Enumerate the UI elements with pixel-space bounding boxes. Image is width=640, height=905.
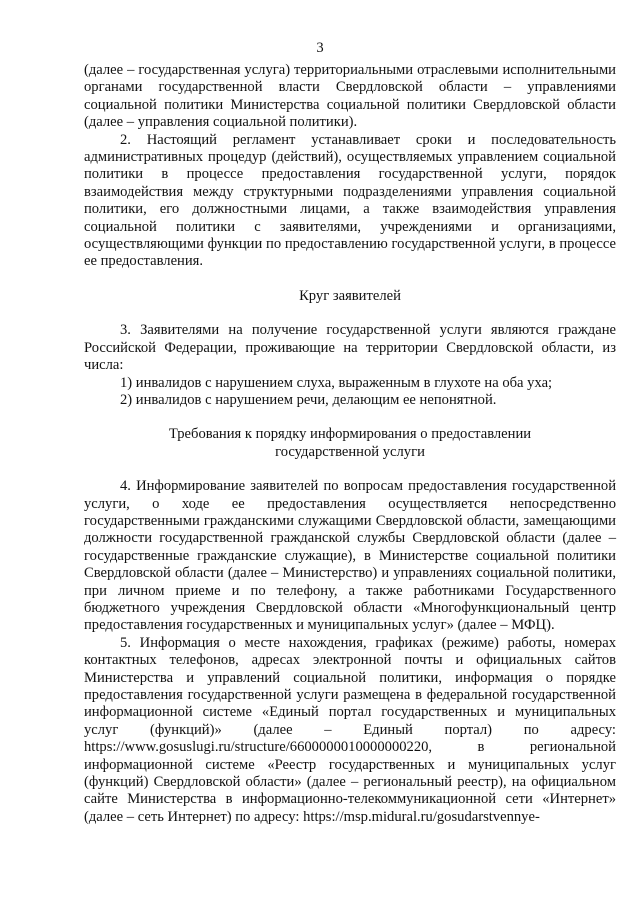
paragraph-intro: (далее – государственная услуга) территориальными отраслевыми исполнительными органами государственной власти Свердловской области – управлениями социальной политики Министерства социальной политики Свердловской области (далее – управления социальной политики).: [84, 62, 616, 131]
paragraph-5: 5. Информация о месте нахождения, графиках (режиме) работы, номерах контактных телефонов, адресах электронной почты и официальных сайтов Министерства и управлений социальной политики, информация о порядке предоставления государственной услуги размещена в федеральной государственной информационной системе «Единый портал государственных и муниципальных услуг (функций)» (далее – Единый портал) по адресу: https://www.gosuslugi.ru/structure/6600000010000000220, в региональной информационной системе «Реестр государственных и муниципальных услуг (функций) Свердловской области» (далее – региональный реестр), на официальном сайте Министерства в информационно-телекоммуникационной сети «Интернет» (далее – сеть Интернет) по адресу: https://msp.midural.ru/gosudarstvennye-: [84, 634, 616, 825]
document-body: [84, 62, 616, 826]
paragraph-3-item-2: 2) инвалидов с нарушением речи, делающим ее непонятной.: [120, 391, 497, 408]
heading-information-line-2: государственной услуги: [275, 443, 425, 460]
paragraph-3-item-1: 1) инвалидов с нарушением слуха, выраженным в глухоте на оба уха;: [120, 374, 553, 391]
page-number: 3: [316, 40, 324, 56]
heading-applicants: Круг заявителей: [299, 287, 401, 304]
heading-information-line-1: Требования к порядку информирования о предоставлении: [168, 426, 532, 443]
paragraph-2: 2. Настоящий регламент устанавливает сроки и последовательность административных процедур (действий), осуществляемых управлением социальной политики в процессе предоставления государственной услуги, порядок взаимодействия между структурными подразделениями управления социальной политики, его должностными лицами, а также взаимодействия управления социальной политики с заявителями, учреждениями и организациями, осуществляющими функции по предоставлению государственной услуги, в процессе ее предоставления.: [84, 131, 616, 270]
paragraph-3: 3. Заявителями на получение государственной услуги являются граждане Российской Федерации, проживающие на территории Свердловской области, из числа:: [84, 322, 616, 374]
paragraph-4: 4. Информирование заявителей по вопросам предоставления государственной услуги, о ходе ее предоставления осуществляется непосредственно государственными гражданскими служащими Свердловской области, замещающими должности государственной гражданской службы Свердловской области (далее – государственные гражданские служащие), в Министерстве социальной политики Свердловской области (далее – Министерство) и управлениях социальной политики, при личном приеме и по телефону, а также работниками Государственного бюджетного учреждения Свердловской области «Многофункциональный центр предоставления государственных и муниципальных услуг» (далее – МФЦ).: [84, 478, 616, 634]
